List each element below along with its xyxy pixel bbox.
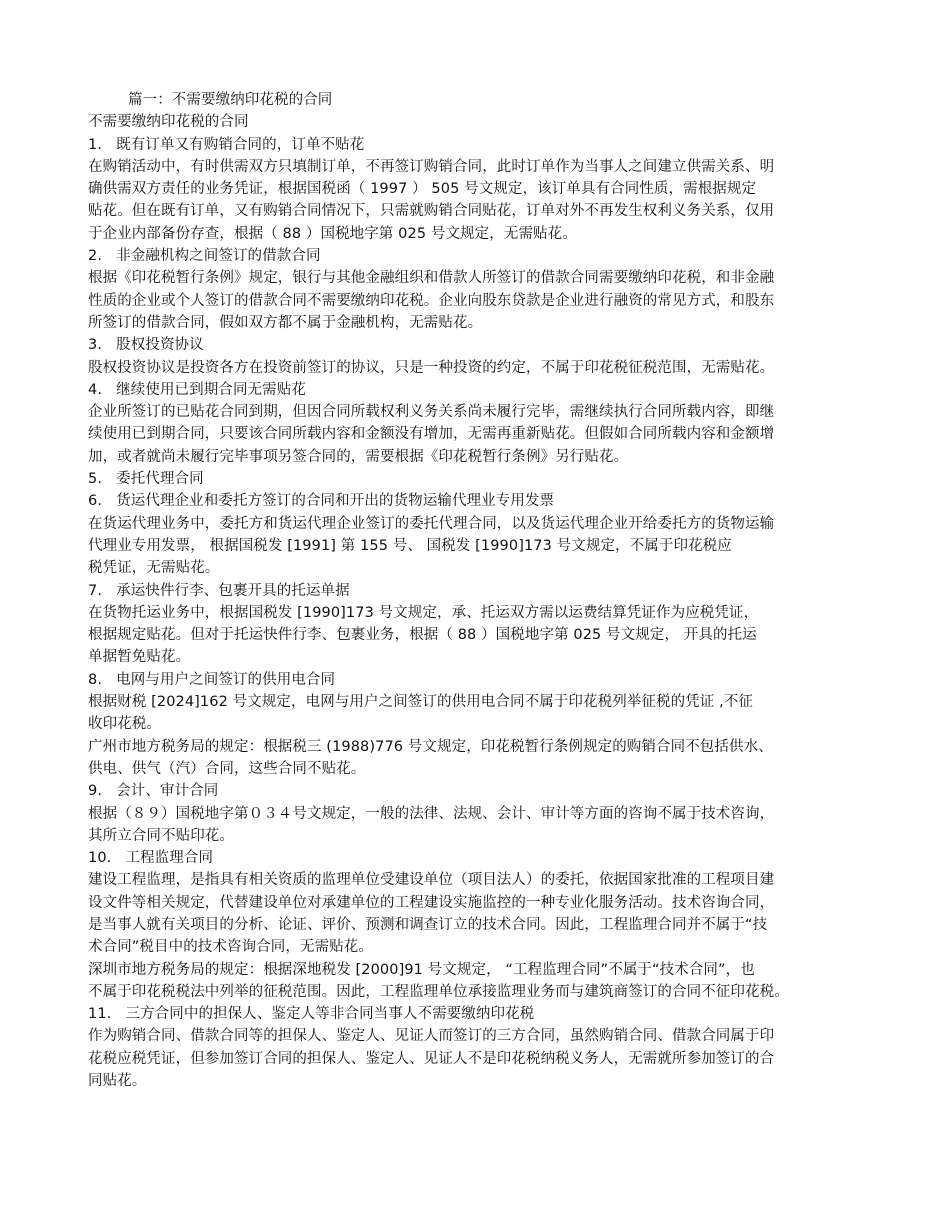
- document-body: [88, 89, 868, 1092]
- section-heading-10: 10. 工程监理合同: [88, 850, 214, 867]
- text-line: 贴花。但在既有订单，又有购销合同情况下，只需就购销合同贴花，订单对外不再发生权利义务关系，仅用: [88, 203, 775, 220]
- section-heading-8: 8. 电网与用户之间签订的供用电合同: [88, 671, 336, 688]
- text-line: 建设工程监理，是指具有相关资质的监理单位受建设单位（项目法人）的委托，依据国家批准的工程项目建: [88, 872, 775, 889]
- text-line: 作为购销合同、借款合同等的担保人、鉴定人、见证人而签订的三方合同，虽然购销合同、借款合同属于印: [88, 1028, 775, 1045]
- section-heading-11: 11. 三方合同中的担保人、鉴定人等非合同当事人不需要缴纳印花税: [88, 1006, 535, 1023]
- text-line: 续使用已到期合同，只要该合同所载内容和金额没有增加，无需再重新贴花。但假如合同所载内容和金额增: [88, 426, 775, 443]
- text-line: 不需要缴纳印花税的合同: [88, 114, 249, 131]
- section-heading-9: 9. 会计、审计合同: [88, 783, 219, 800]
- text-line: 是当事人就有关项目的分析、论证、评价、预测和调查订立的技术合同。因此，工程监理合同并不属于“技: [88, 916, 768, 933]
- text-line: 加，或者就尚未履行完毕事项另签合同的，需要根据《印花税暂行条例》另行贴花。: [88, 448, 629, 465]
- section-heading-7: 7. 承运快件行李、包裹开具的托运单据: [88, 582, 350, 599]
- text-line: 根据《印花税暂行条例》规定，银行与其他金融组织和借款人所签订的借款合同需要缴纳印花税，和非金融: [88, 270, 775, 287]
- text-line: 同贴花。: [88, 1073, 147, 1090]
- text-line: 收印花税。: [88, 716, 161, 733]
- text-line: 在货物托运业务中，根据国税发 [1990]173 号文规定，承、托运双方需以运费结算凭证作为应税凭证，: [88, 604, 759, 621]
- text-line: 企业所签订的已贴花合同到期，但因合同所载权利义务关系尚未履行完毕，需继续执行合同所载内容，即继: [88, 404, 775, 421]
- section-heading-5: 5. 委托代理合同: [88, 471, 204, 488]
- text-line: 根据（８９）国税地字第０３４号文规定，一般的法律、法规、会计、审计等方面的咨询不属于技术咨询，: [88, 805, 775, 822]
- text-line: 代理业专用发票， 根据国税发 [1991] 第 155 号、 国税发 [1990]173 号文规定，不属于印花税应: [88, 537, 732, 554]
- text-line: 设文件等相关规定，代替建设单位对承建单位的工程建设实施监控的一种专业化服务活动。技术咨询合同，: [88, 894, 775, 911]
- text-line: 于企业内部备份存查，根据（ 88 ）国税地字第 025 号文规定，无需贴花。: [88, 225, 577, 242]
- text-line: 税凭证，无需贴花。: [88, 560, 220, 577]
- text-line: 其所立合同不贴印花。: [88, 827, 234, 844]
- text-line: 确供需双方责任的业务凭证，根据国税函（ 1997 ） 505 号文规定，该订单具有合同性质，需根据规定: [88, 181, 757, 198]
- text-line: 在货运代理业务中，委托方和货运代理企业签订的委托代理合同，以及货运代理企业开给委托方的货物运输: [88, 515, 775, 532]
- section-heading-1: 1. 既有订单又有购销合同的，订单不贴花: [88, 136, 365, 153]
- text-line: 根据规定贴花。但对于托运快件行李、包裹业务，根据（ 88 ）国税地字第 025 号文规定， 开具的托运: [88, 627, 757, 644]
- text-line: 所签订的借款合同，假如双方都不属于金融机构，无需贴花。: [88, 314, 483, 331]
- text-line: 单据暂免贴花。: [88, 649, 191, 666]
- text-line: 根据财税 [2024]162 号文规定，电网与用户之间签订的供用电合同不属于印花税列举征税的凭证 ,不征: [88, 694, 754, 711]
- text-line: 深圳市地方税务局的规定：根据深地税发 [2000]91 号文规定， “工程监理合同”不属于“技术合同”，也: [88, 961, 755, 978]
- text-line: 不属于印花税税法中列举的征税范围。因此，工程监理单位承接监理业务而与建筑商签订的合同不征印花税。: [88, 983, 789, 1000]
- text-line: 股权投资协议是投资各方在投资前签订的协议，只是一种投资的约定，不属于印花税征税范围，无需贴花。: [88, 359, 775, 376]
- section-heading-6: 6. 货运代理企业和委托方签订的合同和开出的货物运输代理业专用发票: [88, 493, 555, 510]
- text-line: 供电、供气（汽）合同，这些合同不贴花。: [88, 760, 366, 777]
- text-line: 在购销活动中，有时供需双方只填制订单，不再签订购销合同，此时订单作为当事人之间建立供需关系、明: [88, 158, 775, 175]
- document-title: 篇一：不需要缴纳印花税的合同: [128, 92, 333, 108]
- section-heading-2: 2. 非金融机构之间签订的借款合同: [88, 248, 321, 265]
- text-line: 术合同”税目中的技术咨询合同，无需贴花。: [88, 939, 374, 956]
- text-line: 性质的企业或个人签订的借款合同不需要缴纳印花税。企业向股东贷款是企业进行融资的常见方式，和股东: [88, 292, 775, 309]
- text-line: 花税应税凭证，但参加签订合同的担保人、鉴定人、见证人不是印花税纳税义务人，无需就所参加签订的合: [88, 1050, 775, 1067]
- section-heading-3: 3. 股权投资协议: [88, 337, 204, 354]
- text-line: 广州市地方税务局的规定：根据税三 (1988)776 号文规定，印花税暂行条例规定的购销合同不包括供水、: [88, 738, 773, 755]
- section-heading-4: 4. 继续使用已到期合同无需贴花: [88, 381, 306, 398]
